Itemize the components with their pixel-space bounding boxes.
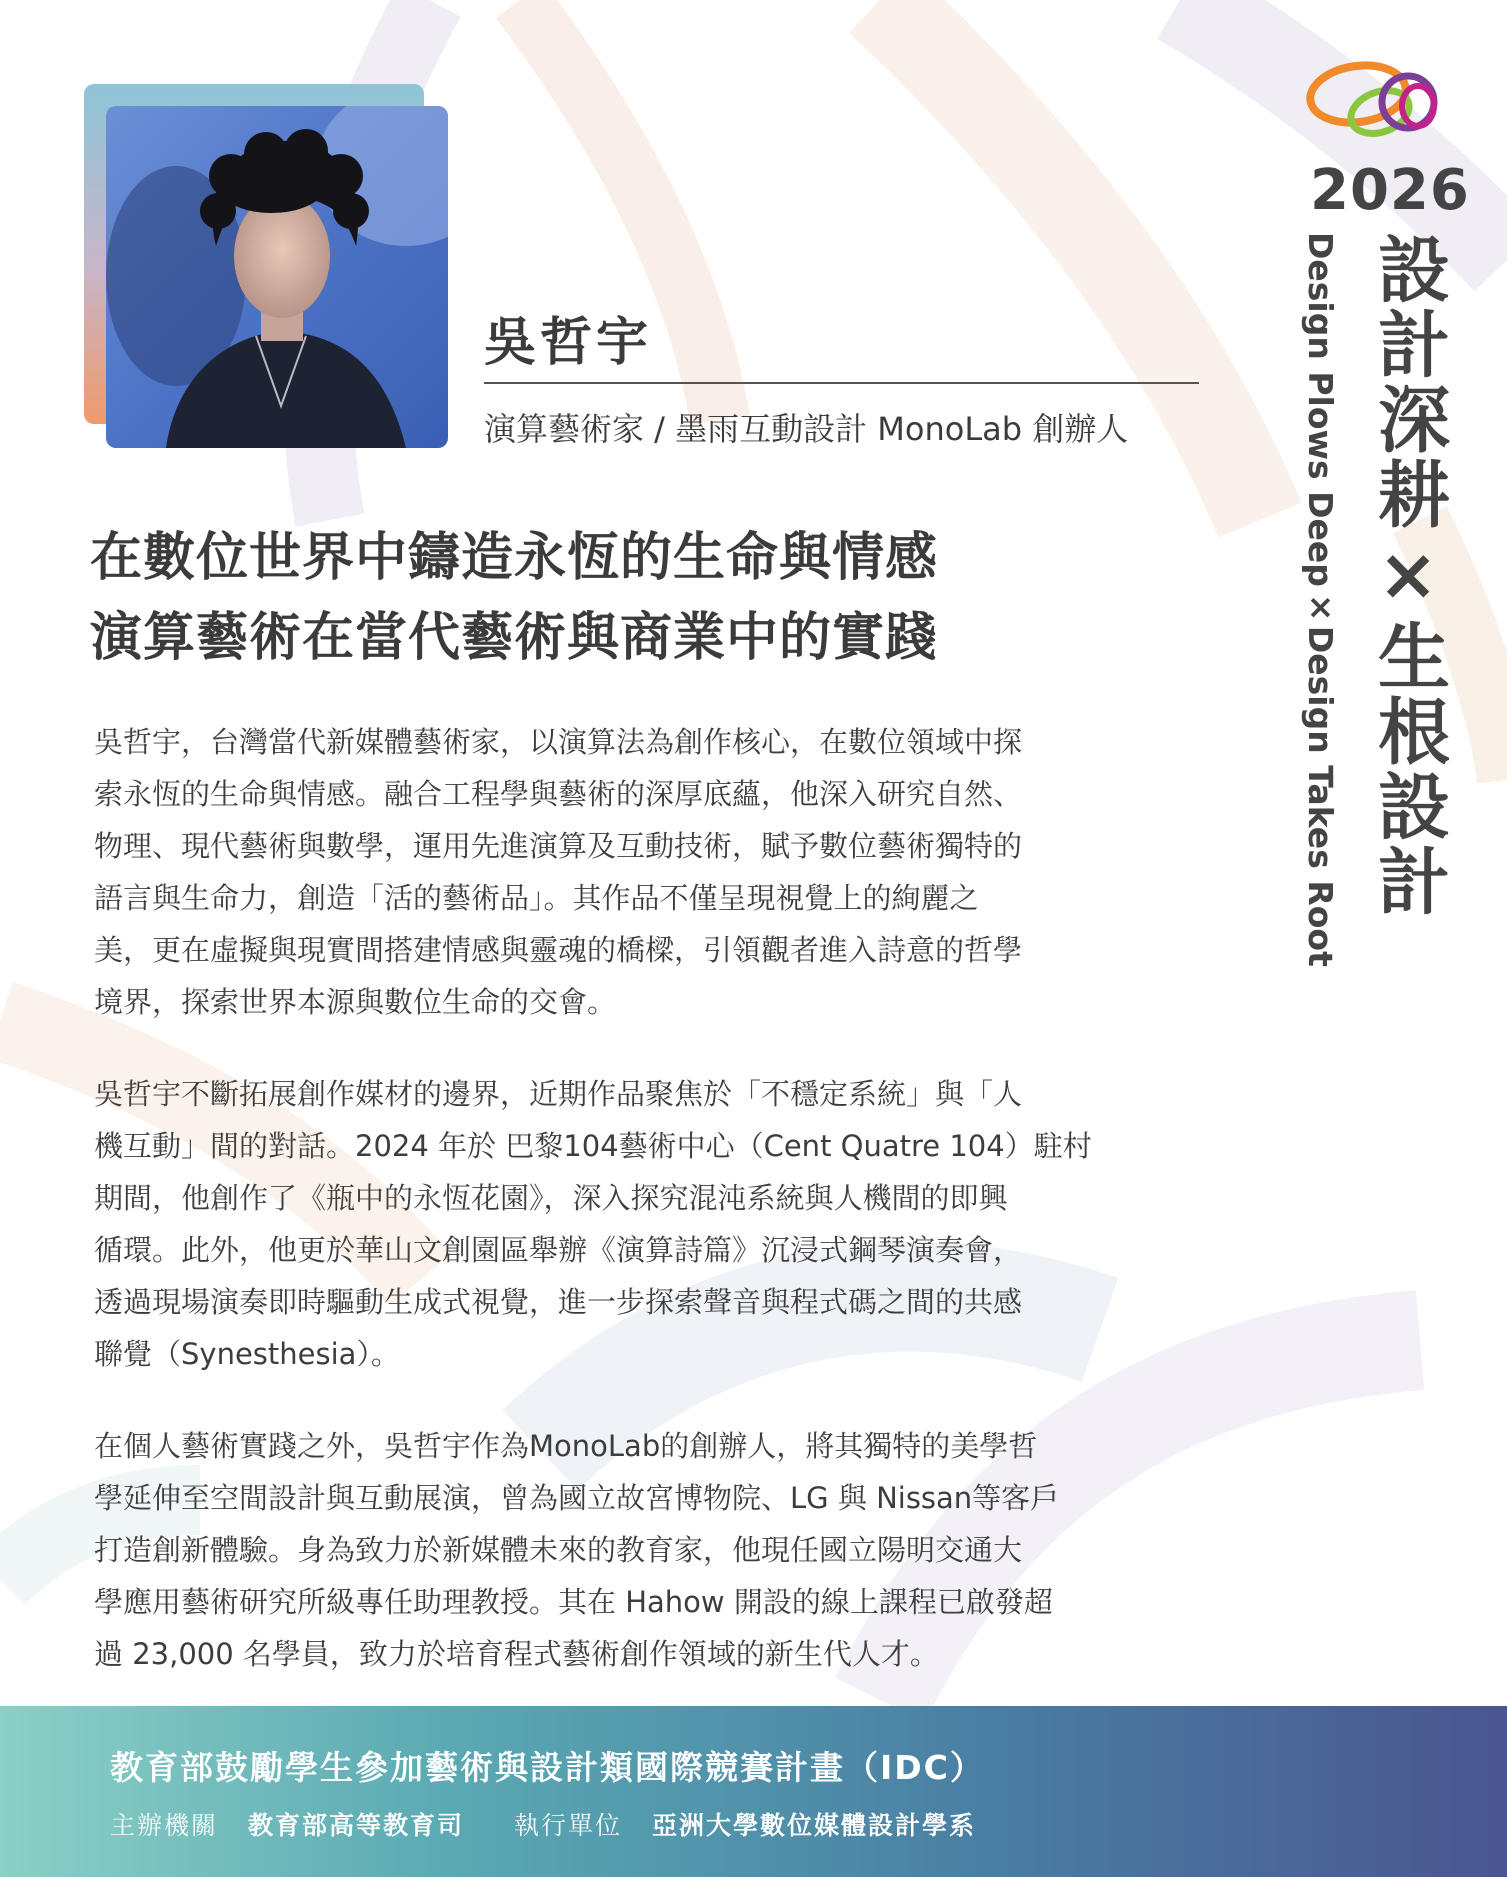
bio-line: 透過現場演奏即時驅動生成式視覺，進一步探索聲音與程式碼之間的共感 xyxy=(94,1285,1023,1319)
event-subtitle: Design Plows Deep×Design Takes Root xyxy=(1301,232,1340,967)
executor-name: 亞洲大學數位媒體設計學系 xyxy=(652,1811,977,1840)
speaker-name: 吳哲宇 xyxy=(484,313,653,373)
footer-banner xyxy=(0,1706,1507,1877)
bio-line: 循環。此外，他更於華山文創園區舉辦《演算詩篇》沉浸式鋼琴演奏會， xyxy=(94,1233,1023,1267)
bio-line: 聯覺（Synesthesia）。 xyxy=(94,1337,400,1371)
bio-paragraph xyxy=(94,1420,1194,1680)
bio-line: 美，更在虛擬與現實間搭建情感與靈魂的橋樑，引領觀者進入詩意的哲學 xyxy=(94,933,1023,967)
speaker-role: 演算藝術家 / 墨雨互動設計 MonoLab 創辦人 xyxy=(484,410,1129,448)
bio-paragraph xyxy=(94,716,1194,1028)
bio-line: 物理、現代藝術與數學，運用先進演算及互動技術，賦予數位藝術獨特的 xyxy=(94,829,1023,863)
headline-line: 演算藝術在當代藝術與商業中的實踐 xyxy=(90,608,939,668)
name-divider xyxy=(484,382,1199,384)
event-year: 2026 xyxy=(1310,158,1470,223)
bio-line: 學應用藝術研究所級專任助理教授。其在 Hahow 開設的線上課程已啟發超 xyxy=(94,1585,1053,1619)
bio-body xyxy=(94,716,1194,1720)
program-title: 教育部鼓勵學生參加藝術與設計類國際競賽計畫（IDC） xyxy=(110,1748,985,1787)
rings-logo-icon xyxy=(1300,54,1450,144)
organizer-name: 教育部高等教育司 xyxy=(248,1811,465,1840)
bio-line: 打造創新體驗。身為致力於新媒體未來的教育家，他現任國立陽明交通大 xyxy=(94,1533,1023,1567)
organizer-row xyxy=(110,1806,1026,1842)
bio-line: 學延伸至空間設計與互動展演，曾為國立故宮博物院、LG 與 Nissan等客戶 xyxy=(94,1481,1060,1515)
event-title: 設計深耕×生根設計 xyxy=(1366,232,1450,919)
bio-line: 境界，探索世界本源與數位生命的交會。 xyxy=(94,985,617,1019)
bio-line: 語言與生命力，創造「活的藝術品」。其作品不僅呈現視覺上的絢麗之 xyxy=(94,881,979,915)
bio-line: 在個人藝術實踐之外，吳哲宇作為MonoLab的創辦人，將其獨特的美學哲 xyxy=(94,1429,1038,1463)
bio-line: 索永恆的生命與情感。融合工程學與藝術的深厚底蘊，他深入研究自然、 xyxy=(94,777,1023,811)
executor-label: 執行單位 xyxy=(514,1811,623,1840)
bio-line: 吳哲宇，台灣當代新媒體藝術家，以演算法為創作核心，在數位領域中探 xyxy=(94,725,1023,759)
bio-line: 吳哲宇不斷拓展創作媒材的邊界，近期作品聚焦於「不穩定系統」與「人 xyxy=(94,1077,1023,1111)
bio-line: 過 23,000 名學員，致力於培育程式藝術創作領域的新生代人才。 xyxy=(94,1637,939,1671)
portrait-photo xyxy=(106,106,448,448)
talk-headline xyxy=(90,518,938,678)
organizer-label: 主辦機關 xyxy=(110,1811,219,1840)
headline-line: 在數位世界中鑄造永恆的生命與情感 xyxy=(90,528,939,588)
bio-line: 機互動」間的對話。2024 年於 巴黎104藝術中心（Cent Quatre 104）駐村 xyxy=(94,1129,1092,1163)
bio-paragraph xyxy=(94,1068,1194,1380)
bio-line: 期間，他創作了《瓶中的永恆花園》，深入探究混沌系統與人機間的即興 xyxy=(94,1181,1008,1215)
